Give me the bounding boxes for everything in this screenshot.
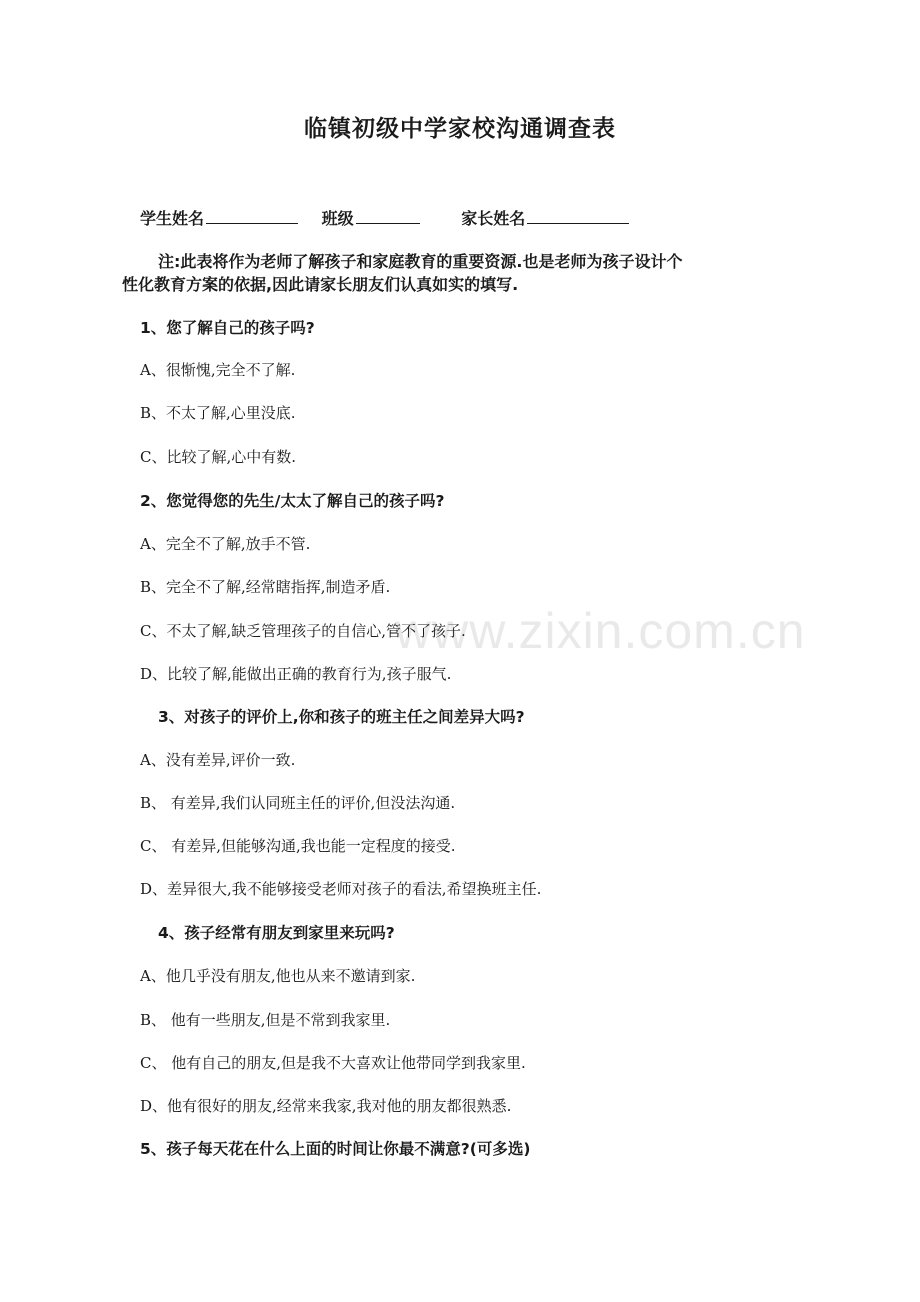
parent-name-field xyxy=(461,206,629,229)
answer-option: A、很惭愧,完全不了解. xyxy=(140,361,296,379)
answer-option: D、差异很大,我不能够接受老师对孩子的看法,希望换班主任. xyxy=(140,880,542,898)
student-name-field xyxy=(140,206,298,229)
answer-option: A、完全不了解,放手不管. xyxy=(140,535,311,553)
question-heading: 2、您觉得您的先生/太太了解自己的孩子吗? xyxy=(140,492,445,510)
student-name-blank xyxy=(206,209,298,224)
answer-option: B、 他有一些朋友,但是不常到我家里. xyxy=(140,1011,391,1029)
answer-option: D、比较了解,能做出正确的教育行为,孩子服气. xyxy=(140,665,452,683)
class-label: 班级 xyxy=(321,209,354,228)
class-field xyxy=(322,206,420,229)
student-name-label: 学生姓名 xyxy=(140,209,205,228)
answer-option: D、他有很好的朋友,经常来我家,我对他的朋友都很熟悉. xyxy=(140,1097,512,1115)
info-fields xyxy=(140,206,780,229)
answer-option: A、没有差异,评价一致. xyxy=(140,751,296,769)
instruction-note xyxy=(122,250,780,296)
parent-name-label: 家长姓名 xyxy=(461,209,526,228)
answer-option: C、 他有自己的朋友,但是我不大喜欢让他带同学到我家里. xyxy=(140,1054,526,1072)
answer-option: A、他几乎没有朋友,他也从来不邀请到家. xyxy=(140,967,416,985)
question-heading: 3、对孩子的评价上,你和孩子的班主任之间差异大吗? xyxy=(158,708,525,726)
answer-option: C、比较了解,心中有数. xyxy=(140,448,297,466)
answer-option: B、 有差异,我们认同班主任的评价,但没法沟通. xyxy=(140,794,456,812)
class-blank xyxy=(356,209,420,224)
note-line: 性化教育方案的依据,因此请家长朋友们认真如实的填写. xyxy=(122,275,519,294)
answer-option: C、不太了解,缺乏管理孩子的自信心,管不了孩子. xyxy=(140,622,466,640)
watermark-text: www.zixin.com.cn xyxy=(395,603,806,659)
note-line: 注:此表将作为老师了解孩子和家庭教育的重要资源.也是老师为孩子设计个 xyxy=(158,252,683,271)
answer-option: B、完全不了解,经常瞎指挥,制造矛盾. xyxy=(140,578,391,596)
question-heading: 5、孩子每天花在什么上面的时间让你最不满意?(可多选) xyxy=(140,1140,531,1158)
document-title: 临镇初级中学家校沟通调查表 xyxy=(304,116,616,142)
parent-name-blank xyxy=(527,209,629,224)
question-heading: 1、您了解自己的孩子吗? xyxy=(140,319,315,337)
question-heading: 4、孩子经常有朋友到家里来玩吗? xyxy=(158,924,395,942)
answer-option: C、 有差异,但能够沟通,我也能一定程度的接受. xyxy=(140,837,456,855)
answer-option: B、不太了解,心里没底. xyxy=(140,404,296,422)
